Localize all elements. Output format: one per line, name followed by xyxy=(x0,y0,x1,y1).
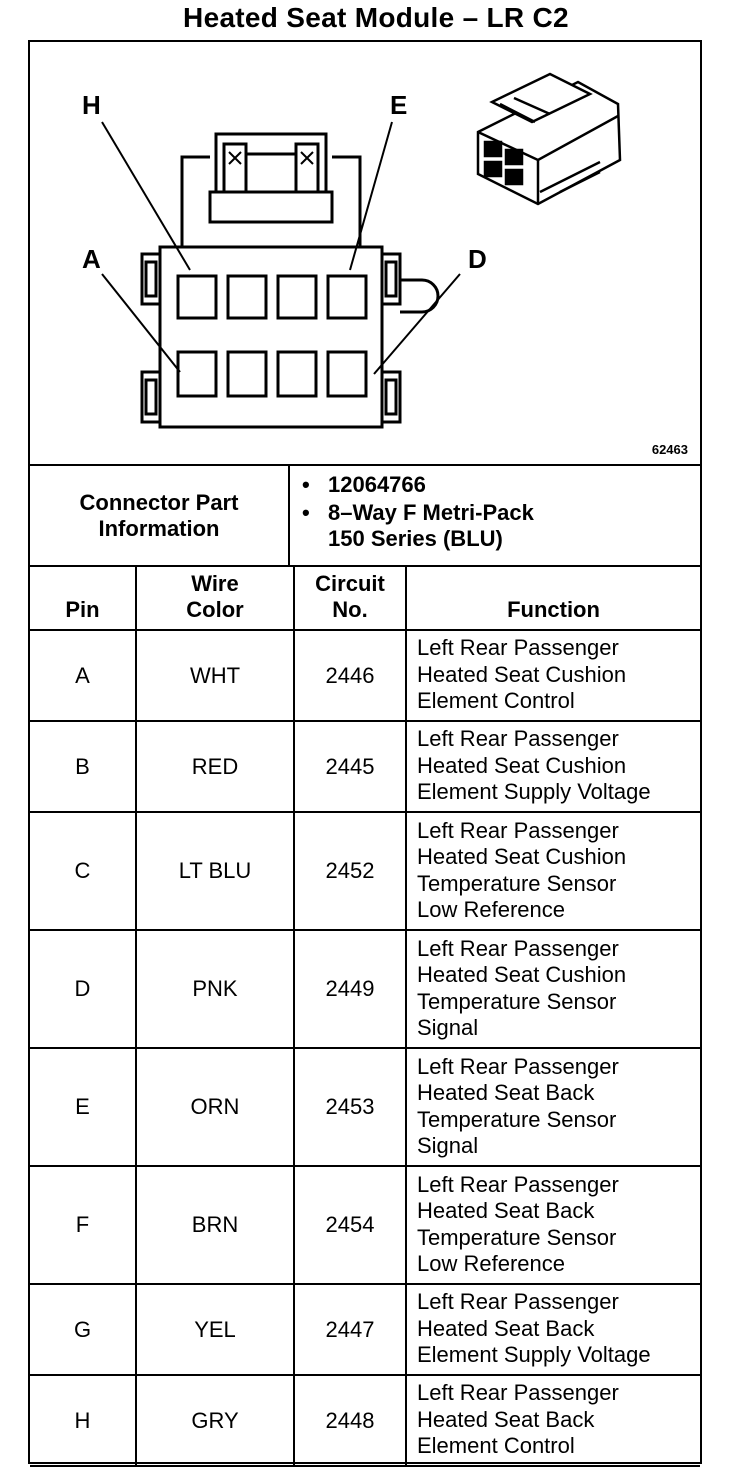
circuit-cell: 2454 xyxy=(294,1166,406,1284)
circuit-cell: 2446 xyxy=(294,630,406,721)
function-line: Heated Seat Cushion xyxy=(417,752,627,778)
wire-color-cell: BRN xyxy=(136,1166,294,1284)
connector-info-label-line2: Information xyxy=(98,515,220,541)
function-line: Heated Seat Cushion xyxy=(417,844,627,869)
wire-color-cell: LT BLU xyxy=(136,812,294,930)
circuit-cell: 2453 xyxy=(294,1048,406,1166)
pin-cell: E xyxy=(30,1048,136,1166)
table-row xyxy=(30,721,700,812)
function-line: Element Control xyxy=(417,688,575,714)
connector-series: 150 Series (BLU) xyxy=(328,526,503,551)
pin-cell: F xyxy=(30,1166,136,1284)
pin-cell: A xyxy=(30,630,136,721)
function-line: Low Reference xyxy=(417,897,565,922)
header-pin: Pin xyxy=(30,567,136,630)
part-number: 12064766 xyxy=(328,472,426,497)
function-line: Low Reference xyxy=(417,1251,565,1276)
wire-color-cell: GRY xyxy=(136,1375,294,1466)
function-cell xyxy=(406,930,700,1048)
function-line: Heated Seat Cushion xyxy=(417,962,627,987)
connector-info-item xyxy=(302,472,534,498)
function-line: Temperature Sensor xyxy=(417,1106,617,1132)
connector-type: • 8–Way F Metri-Pack xyxy=(328,500,534,525)
callout-e: E xyxy=(390,90,408,120)
function-cell xyxy=(406,1284,700,1375)
function-cell xyxy=(406,721,700,812)
wire-color-cell: YEL xyxy=(136,1284,294,1375)
header-wire-color: Wire Color xyxy=(136,567,294,630)
callout-a: A xyxy=(82,244,101,274)
callout-d: D xyxy=(468,244,487,274)
callout-h: H xyxy=(82,90,101,120)
function-line: Temperature Sensor xyxy=(417,1224,617,1250)
pin-cell: D xyxy=(30,930,136,1048)
table-row xyxy=(30,1375,700,1466)
table-row xyxy=(30,1284,700,1375)
function-line: Signal xyxy=(417,1133,479,1158)
wire-color-cell: ORN xyxy=(136,1048,294,1166)
circuit-cell: 2452 xyxy=(294,812,406,930)
page-title: Heated Seat Module – LR C2 xyxy=(183,2,569,33)
circuit-cell: 2449 xyxy=(294,930,406,1048)
function-line: Element Supply Voltage xyxy=(417,779,651,805)
function-line: Heated Seat Back xyxy=(417,1198,595,1223)
function-line: Left Rear Passenger xyxy=(417,1380,619,1406)
function-line: Left Rear Passenger xyxy=(417,726,619,752)
function-line: Left Rear Passenger xyxy=(417,635,619,661)
connector-sheet xyxy=(28,40,702,1464)
wire-color-cell: PNK xyxy=(136,930,294,1048)
function-line: Heated Seat Back xyxy=(417,1315,595,1341)
table-row xyxy=(30,812,700,930)
callout-labels xyxy=(30,42,700,464)
table-row xyxy=(30,1048,700,1166)
function-line: Element Supply Voltage xyxy=(417,1342,651,1368)
connector-diagram xyxy=(30,42,700,466)
function-cell xyxy=(406,812,700,930)
function-cell xyxy=(406,1166,700,1284)
pin-cell: B xyxy=(30,721,136,812)
function-line: Heated Seat Back xyxy=(417,1080,595,1105)
pin-cell: G xyxy=(30,1284,136,1375)
wire-color-cell: WHT xyxy=(136,630,294,721)
function-line: Left Rear Passenger xyxy=(417,817,619,843)
circuit-cell: 2445 xyxy=(294,721,406,812)
table-row xyxy=(30,630,700,721)
header-circuit-no: Circuit No. xyxy=(294,567,406,630)
wire-color-cell: RED xyxy=(136,721,294,812)
function-cell xyxy=(406,1375,700,1466)
figure-id: 62463 xyxy=(651,442,688,457)
function-line: Heated Seat Cushion xyxy=(417,661,627,687)
function-line: Temperature Sensor xyxy=(417,870,617,896)
pinout-table xyxy=(30,567,700,1467)
function-line: Temperature Sensor xyxy=(417,988,617,1014)
connector-info-label xyxy=(30,466,290,565)
function-line: Left Rear Passenger xyxy=(417,1171,619,1197)
function-line: Element Control xyxy=(417,1433,575,1459)
table-row xyxy=(30,930,700,1048)
function-line: Heated Seat Back xyxy=(417,1406,595,1432)
function-line: Left Rear Passenger xyxy=(417,1289,619,1315)
function-cell xyxy=(406,1048,700,1166)
circuit-cell: 2447 xyxy=(294,1284,406,1375)
connector-info-list xyxy=(302,472,534,554)
connector-part-info xyxy=(30,466,700,567)
header-function: Function xyxy=(406,567,700,630)
pin-cell: H xyxy=(30,1375,136,1466)
pin-cell: C xyxy=(30,812,136,930)
connector-info-item xyxy=(302,500,534,552)
function-line: Left Rear Passenger xyxy=(417,935,619,961)
function-cell xyxy=(406,630,700,721)
function-line: Signal xyxy=(417,1015,479,1040)
function-line: Left Rear Passenger xyxy=(417,1053,619,1079)
connector-info-label-line1: Connector Part xyxy=(79,489,239,515)
table-row xyxy=(30,1166,700,1284)
circuit-cell: 2448 xyxy=(294,1375,406,1466)
